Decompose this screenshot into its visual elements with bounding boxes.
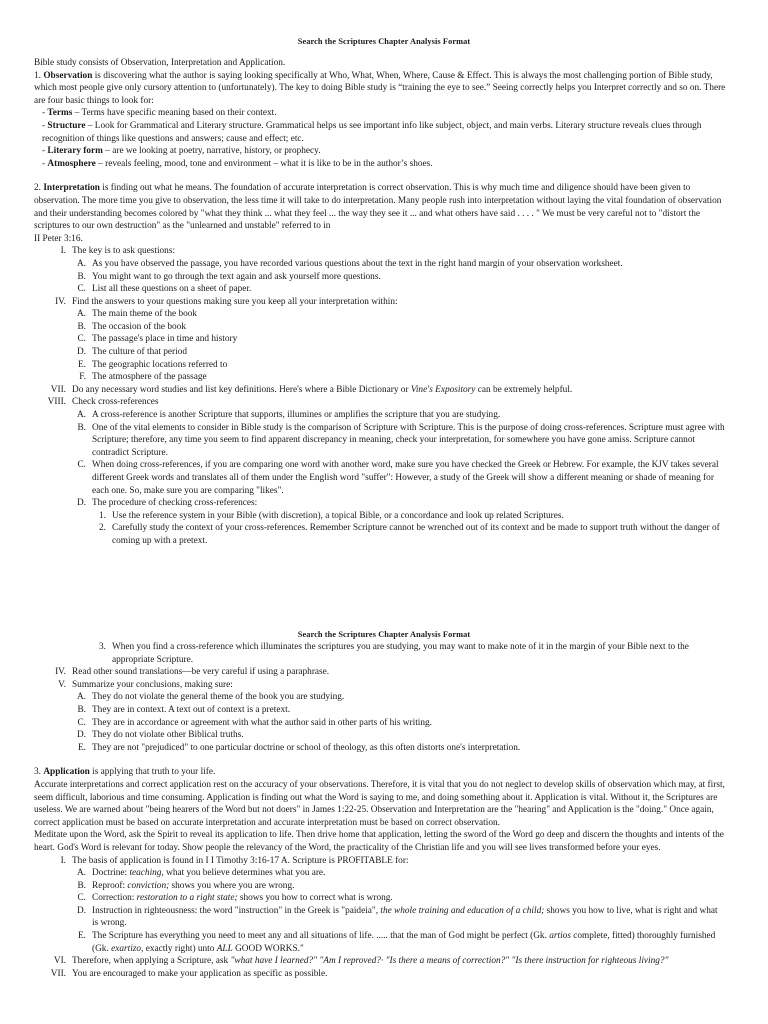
list-item bbox=[40, 679, 726, 692]
list-item bbox=[60, 283, 726, 296]
list-text: Find the answers to your questions making sure you keep all your interpretation within: bbox=[72, 296, 398, 307]
list-text: As you have observed the passage, you have recorded various questions about the text in the right hand margin of your observation worksheet. bbox=[92, 258, 623, 269]
list-item bbox=[60, 333, 726, 346]
list-item bbox=[60, 867, 726, 880]
emphasis: exartizo, bbox=[111, 943, 144, 954]
list-item bbox=[60, 371, 726, 384]
list-text: The main theme of the book bbox=[92, 309, 198, 320]
list-item bbox=[60, 717, 726, 730]
list-text: Summarize your conclusions, making sure: bbox=[72, 679, 233, 690]
list-item bbox=[60, 691, 726, 704]
section-text: is applying that truth to your life. bbox=[89, 767, 216, 778]
list-item bbox=[60, 905, 726, 930]
list-text: They are not "prejudiced" to one particular doctrine or school of theology, as this often distorts one's interpretation. bbox=[92, 742, 521, 753]
list-marker: A. bbox=[76, 692, 86, 703]
list-marker: VIII. bbox=[47, 397, 66, 408]
application-paragraph bbox=[34, 766, 726, 779]
list-marker: C. bbox=[77, 284, 86, 295]
list-item bbox=[60, 346, 726, 359]
list-marker: VII. bbox=[50, 384, 66, 395]
text-run: complete, fitted) thoroughly furnished (Gk. bbox=[92, 931, 716, 954]
list-marker: C. bbox=[77, 334, 86, 345]
observation-paragraph bbox=[34, 70, 726, 108]
text-run: GOOD WORKS." bbox=[232, 943, 304, 954]
emphasis: restoration to a right state; bbox=[136, 893, 238, 904]
list-marker: D. bbox=[76, 730, 86, 741]
list-marker: B. bbox=[77, 704, 86, 715]
list-item bbox=[40, 296, 726, 309]
emphasis: "what have I learned?" "Am I reproved?· "Is there a means of correction?" "Is there instruction for righteous living?" bbox=[230, 956, 669, 967]
item-term: Atmosphere bbox=[47, 158, 96, 169]
list-marker: D. bbox=[76, 347, 86, 358]
list-item bbox=[60, 258, 726, 271]
list-item bbox=[40, 245, 726, 258]
section-number: 3. bbox=[34, 767, 41, 778]
text-run: shows you where you are wrong. bbox=[169, 880, 295, 891]
list-marker: 1. bbox=[99, 510, 106, 521]
list-text bbox=[92, 867, 726, 880]
list-text: One of the vital elements to consider in Bible study is the comparison of Scripture with Scripture. This is the purpose of doing cross-references. Scripture must agree with Scripture; therefore, any time you seem to find apparent discrepancy in meaning, check your interpretation, for somewhere you have gone amiss. Scripture cannot contradict Scripture. bbox=[92, 422, 725, 458]
list-text: They are in accordance or agreement with what the author said in other parts of his writing. bbox=[92, 717, 432, 728]
list-text: List all these questions on a sheet of paper. bbox=[92, 284, 252, 295]
list-text: When doing cross-references, if you are comparing one word with another word, make sure you have checked the Greek or Hebrew. For example, the KJV takes several different Greek words and translates all of them under the English word "suffer": However, a study of the Greek will show a different meaning or shade of meaning for each one. So, make sure you are comparing "likes". bbox=[92, 460, 719, 496]
list-item bbox=[40, 384, 726, 397]
list-text: They do not violate the general theme of the book you are studying. bbox=[92, 692, 345, 703]
item-text: – Terms have specific meaning based on their context. bbox=[72, 108, 277, 119]
list-marker: V. bbox=[58, 679, 66, 690]
list-marker: A. bbox=[76, 309, 86, 320]
list-text bbox=[72, 955, 726, 968]
text-run: The Scripture has everything you need to meet any and all situations of life. ..... that the man of God might be perfect (Gk. bbox=[92, 931, 550, 942]
text-run: Therefore, when applying a Scripture, ask bbox=[72, 956, 231, 967]
dash: - bbox=[42, 146, 48, 157]
list-text: Carefully study the context of your cross-references. Remember Scripture cannot be wrenched out of its context and be made to support truth without the danger of coming up with a pretext. bbox=[112, 523, 720, 546]
section-number: 1. bbox=[34, 70, 41, 81]
list-item bbox=[60, 930, 726, 955]
list-marker: C. bbox=[77, 717, 86, 728]
list-marker: IV. bbox=[55, 296, 66, 307]
dash: - bbox=[42, 120, 48, 131]
dash: - bbox=[42, 108, 48, 119]
text-run: Do any necessary word studies and list key definitions. Here's where a Bible Dictionary or bbox=[72, 384, 411, 395]
item-text: – reveals feeling, mood, tone and environment – what it is like to be in the author’s shoes. bbox=[95, 158, 433, 169]
list-item bbox=[60, 422, 726, 460]
list-marker: B. bbox=[77, 321, 86, 332]
meditate-paragraph: Meditate upon the Word, ask the Spirit to reveal its application to life. Then drive home that application, letting the sword of the Word go deep and discern the thoughts and intents of the heart. God's Word is relevant for today. Show people the relevancy of the Word, the practicality of the Christian life and you will see lives transformed before your eyes. bbox=[34, 830, 724, 853]
list-marker: VII. bbox=[50, 968, 66, 979]
list-item bbox=[80, 522, 726, 547]
list-text: You might want to go through the text again and ask yourself more questions. bbox=[92, 271, 381, 282]
list-marker: B. bbox=[77, 880, 86, 891]
list-marker: D. bbox=[76, 498, 86, 509]
text-run: Doctrine: bbox=[92, 868, 130, 879]
list-text bbox=[72, 384, 726, 397]
observation-item-atmosphere bbox=[42, 158, 726, 171]
list-marker: E. bbox=[77, 359, 86, 370]
list-item bbox=[40, 968, 726, 981]
list-item bbox=[60, 742, 726, 755]
list-text bbox=[92, 880, 726, 893]
list-item bbox=[40, 855, 726, 868]
intro-paragraph: Bible study consists of Observation, Interpretation and Application. bbox=[34, 58, 286, 68]
list-item bbox=[60, 308, 726, 321]
interpretation-paragraph bbox=[34, 182, 726, 232]
emphasis: the whole training and education of a child; bbox=[380, 905, 545, 916]
item-text: – Look for Grammatical and Literary structure. Grammatical helps us see important info like subject, object, and main verbs. Literary structure reveals clues through recognition of things like questions and answers; cause and effect; etc. bbox=[42, 120, 702, 144]
list-marker: 2. bbox=[99, 523, 106, 534]
text-run: Reproof: bbox=[92, 880, 128, 891]
list-text: The passage's place in time and history bbox=[92, 334, 238, 345]
item-term: Structure bbox=[47, 120, 86, 131]
text-run: shows you how to live, what is right and what is wrong. bbox=[92, 905, 718, 929]
text-run: can be extremely helpful. bbox=[475, 384, 573, 395]
page2-body bbox=[34, 641, 726, 980]
observation-item-structure bbox=[42, 120, 726, 145]
book-title: Vine's Expository bbox=[410, 384, 476, 395]
interpretation-reference: II Peter 3:16. bbox=[34, 233, 83, 244]
list-text: Check cross-references bbox=[72, 397, 159, 408]
list-item bbox=[40, 396, 726, 409]
emphasis: conviction; bbox=[127, 880, 170, 891]
list-marker: VI. bbox=[53, 956, 66, 967]
page-title: Search the Scriptures Chapter Analysis Format bbox=[297, 37, 471, 46]
list-text: The geographic locations referred to bbox=[92, 359, 228, 370]
item-term: Terms bbox=[47, 108, 73, 119]
emphasis: teaching, bbox=[129, 868, 164, 879]
list-text bbox=[92, 905, 726, 930]
list-text: The atmosphere of the passage bbox=[92, 372, 207, 383]
list-item bbox=[80, 510, 726, 523]
list-item bbox=[60, 497, 726, 510]
section-text: is finding out what he means. The foundation of accurate interpretation is correct observation. This is why much time and diligence should have been given to observation. The more time you give to observation, the less time it will take to do interpretation. Many people rush into interpretation without laying the vital foundation of observation and their understanding becomes colored by "what they think ... what they feel ... the way they see it ... and what others have said . . . . " We must be very careful not to "distort the scriptures to our own destruction" as the "unlearned and unstable" referred to in bbox=[34, 183, 722, 232]
list-text: The occasion of the book bbox=[92, 321, 186, 332]
text-run: Instruction in righteousness: the word "instruction" in the Greek is "paideia", bbox=[92, 905, 381, 916]
list-marker: D. bbox=[76, 905, 86, 916]
list-marker: 3. bbox=[99, 642, 106, 652]
list-marker: I. bbox=[60, 855, 66, 866]
list-text: The key is to ask questions: bbox=[72, 246, 176, 257]
section-number: 2. bbox=[34, 183, 41, 194]
emphasis: artios bbox=[549, 931, 571, 942]
list-marker: A. bbox=[76, 868, 86, 879]
list-text: The culture of that period bbox=[92, 347, 187, 358]
text-run: what you believe determines what you are. bbox=[163, 868, 326, 879]
list-marker: I. bbox=[60, 246, 66, 257]
list-text: The basis of application is found in I I Timothy 3:16-17 A. Scripture is PROFITABLE for: bbox=[72, 855, 409, 866]
list-item bbox=[80, 641, 726, 666]
observation-item-terms bbox=[42, 107, 726, 120]
list-marker: C. bbox=[77, 893, 86, 904]
dash: - bbox=[42, 158, 48, 169]
list-item bbox=[60, 880, 726, 893]
list-text: When you find a cross-reference which illuminates the scriptures you are studying, you may want to make note of it in the margin of your Bible next to the appropriate Scripture. bbox=[112, 642, 689, 665]
list-item bbox=[60, 892, 726, 905]
section-term: Application bbox=[43, 767, 90, 778]
emphasis: ALL bbox=[216, 943, 233, 954]
list-marker: B. bbox=[77, 271, 86, 282]
list-text: Read other sound translations—be very careful if using a paraphrase. bbox=[72, 667, 330, 678]
page-title: Search the Scriptures Chapter Analysis Format bbox=[297, 630, 471, 639]
list-text bbox=[92, 892, 726, 905]
section-text: is discovering what the author is saying looking specifically at Who, What, When, Where, Cause & Effect. This is always the most challenging portion of Bible study, which most people give only cursory attention to (unfortunately). The key to doing Bible study is “training the eye to see.” Seeing correctly helps you Interpret correctly and so on. There are four basic things to look for: bbox=[34, 70, 726, 106]
list-item bbox=[40, 955, 726, 968]
list-marker: F. bbox=[79, 372, 86, 383]
item-term: Literary form bbox=[47, 146, 103, 157]
text-run: shows you how to correct what is wrong. bbox=[237, 893, 393, 904]
list-marker: A. bbox=[76, 410, 86, 421]
list-text: Use the reference system in your Bible (with discretion), a topical Bible, or a concordance and look up related Scriptures. bbox=[112, 510, 564, 521]
list-marker: B. bbox=[77, 422, 86, 433]
list-text: They do not violate other Biblical truths. bbox=[92, 730, 244, 741]
observation-item-literary-form bbox=[42, 145, 726, 158]
section-term: Interpretation bbox=[43, 183, 100, 194]
list-text: They are in context. A text out of context is a pretext. bbox=[92, 704, 291, 715]
list-item bbox=[40, 666, 726, 679]
list-text: You are encouraged to make your application as specific as possible. bbox=[72, 968, 328, 979]
list-item bbox=[60, 729, 726, 742]
section-term: Observation bbox=[43, 70, 93, 81]
list-marker: E. bbox=[77, 742, 86, 753]
list-marker: A. bbox=[76, 258, 86, 269]
list-marker: E. bbox=[77, 931, 86, 942]
list-marker: IV. bbox=[55, 667, 66, 678]
text-run: exactly right) unto bbox=[143, 943, 217, 954]
list-item bbox=[60, 271, 726, 284]
list-text: A cross-reference is another Scripture that supports, illumines or amplifies the scripture that you are studying. bbox=[92, 410, 501, 421]
application-body-paragraph: Accurate interpretations and correct application rest on the accuracy of your observations. Therefore, it is vital that you do not neglect to develop skills of observation which may, at first, seem difficult, laborious and time consuming. Application is finding out what the Word is saying to me, and doing something about it. Application is vital. Without it, the Scriptures are useless. We are warned about "being hearers of the Word but not doers" in James 1:22-25. Observation and Interpretation are the "hearing" and Application is the "doing." Once again, correct application must be based on accurate interpretation and accurate interpretation must be based on correct observation. bbox=[34, 779, 725, 828]
list-item bbox=[60, 704, 726, 717]
list-text bbox=[92, 930, 726, 955]
text-run: Correction: bbox=[92, 893, 137, 904]
list-marker: C. bbox=[77, 460, 86, 471]
list-item bbox=[60, 459, 726, 497]
list-item bbox=[60, 321, 726, 334]
list-text: The procedure of checking cross-references: bbox=[92, 498, 258, 509]
list-item bbox=[60, 359, 726, 372]
list-item bbox=[60, 409, 726, 422]
item-text: – are we looking at poetry, narrative, history, or prophecy. bbox=[102, 146, 321, 157]
page1-body bbox=[34, 57, 726, 548]
